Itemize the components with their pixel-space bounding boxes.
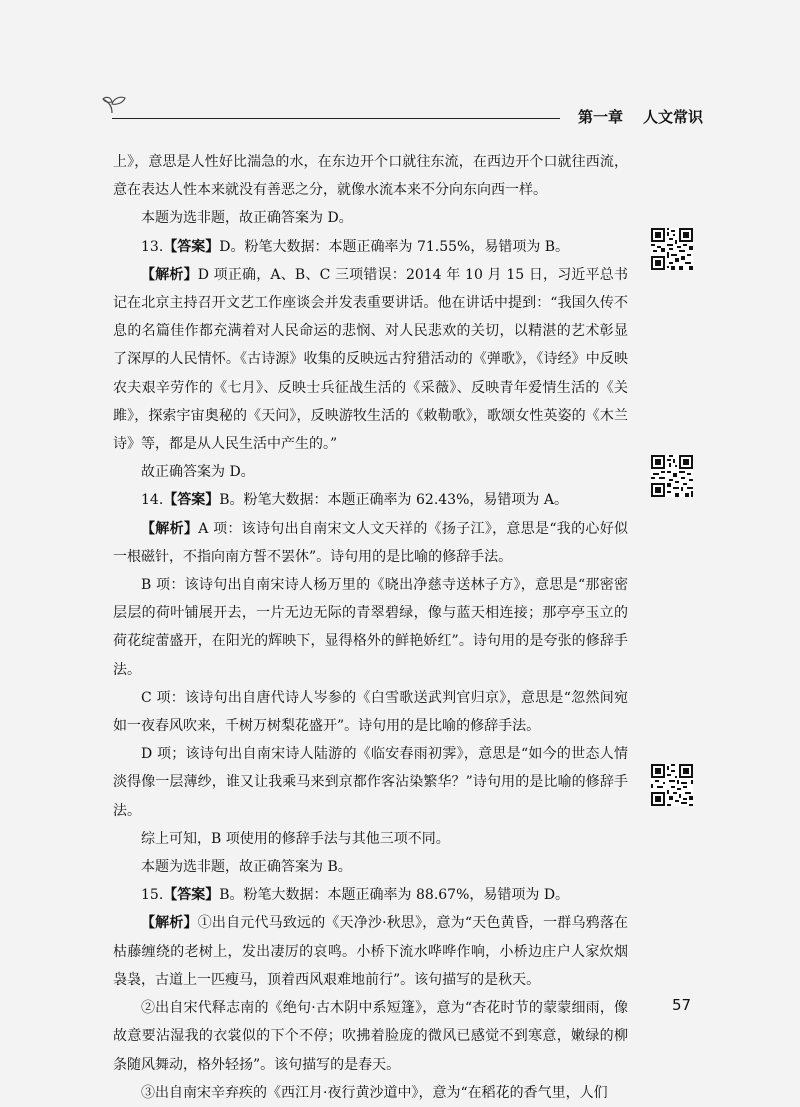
question-number: 15. [141, 887, 164, 904]
analysis-text: A 项：该诗句出自南宋文人文天祥的《扬子江》，意思是“我的心好似一根磁针，不指向南方誓不罢休”。诗句用的是比喻的修辞手法。 [113, 520, 629, 565]
paragraph: 综上可知，B 项使用的修辞手法与其他三项不同。 [141, 830, 450, 847]
paragraph: ②出自宋代释志南的《绝句·古木阴中系短篷》，意为“杏花时节的蒙蒙细雨，像故意要沾湿我的衣裳似的下个不停；吹拂着脸庞的微风已感觉不到寒意，嫩绿的柳条随风舞动，格外轻扬”。该句描写的是春天。 [113, 1000, 628, 1073]
analysis-text: ①出自元代马致远的《天净沙·秋思》，意为“天色黄昏，一群乌鸦落在枯藤缠绕的老树上，发出凄厉的哀鸣。小桥下流水哗哗作响，小桥边庄户人家炊烟袅袅，古道上一匹瘦马，顶着西风艰难地前行”。该句描写的是秋天。 [113, 915, 629, 988]
chapter-number: 第一章 [578, 108, 624, 126]
analysis-tag: 【解析】 [141, 915, 198, 932]
question-number: 13. [141, 238, 164, 255]
answer-tag: 【答案】 [163, 238, 220, 255]
analysis-tag: 【解析】 [141, 520, 199, 537]
paragraph: 本题为选非题，故正确答案为 B。 [141, 859, 352, 876]
header-rule [112, 118, 560, 119]
analysis-15 [113, 909, 628, 994]
paragraph: 故正确答案为 D。 [141, 464, 255, 481]
leaf-ornament-icon [100, 93, 130, 115]
paragraph: C 项：该诗句出自唐代诗人岑参的《白雪歌送武判官归京》，意思是“忽然间宛如一夜春风吹来，千树万树梨花盛开”。诗句用的是比喻的修辞手法。 [113, 689, 628, 735]
question-number: 14. [141, 492, 164, 509]
answer-15 [113, 881, 628, 909]
answer-tag: 【答案】 [163, 492, 220, 509]
answer-text: D。粉笔大数据：本题正确率为 71.55%，易错项为 B。 [219, 238, 570, 255]
analysis-14 [113, 515, 628, 571]
paragraph: 上》，意思是人性好比湍急的水，在东边开个口就往东流，在西边开个口就往西流，意在表达人性本来就没有善恶之分，就像水流本来不分向东向西一样。 [113, 154, 628, 199]
paragraph: 本题为选非题，故正确答案为 D。 [141, 210, 353, 227]
answer-text: B。粉笔大数据：本题正确率为 62.43%，易错项为 A。 [219, 492, 568, 509]
answer-14 [113, 486, 628, 514]
analysis-text: D 项正确，A、B、C 三项错误：2014 年 10 月 15 日，习近平总书记在北京主持召开文艺工作座谈会并发表重要讲话。他在讲话中提到：“我国久传不息的名篇佳作都充满着对人民命运的悲悯、对人民悲欢的关切，以精湛的艺术彰显了深厚的人民情怀。《古诗源》收集的反映远古狩猎活动的《弹歌》，《诗经》中反映农夫艰辛劳作的《七月》、反映士兵征战生活的《采薇》、反映青年爱情生活的《关雎》，探索宇宙奥秘的《天问》，反映游牧生活的《敕勒歌》，歌颂女性英姿的《木兰诗》等，都是从人民生活中产生的。” [113, 266, 628, 453]
analysis-tag: 【解析】 [141, 266, 198, 283]
main-text [113, 148, 628, 1107]
qr-code-icon[interactable] [651, 228, 693, 270]
qr-code-icon[interactable] [651, 764, 693, 806]
running-header [578, 106, 703, 127]
answer-tag: 【答案】 [163, 887, 220, 904]
paragraph: B 项：该诗句出自南宋诗人杨万里的《晓出净慈寺送林子方》，意思是“那密密层层的荷叶铺展开去，一片无边无际的青翠碧绿，像与蓝天相连接；那亭亭玉立的荷花绽蕾盛开，在阳光的辉映下，显得格外的鲜艳娇红”。诗句用的是夸张的修辞手法。 [113, 577, 628, 678]
paragraph: D 项；该诗句出自南宋诗人陆游的《临安春雨初霁》，意思是“如今的世态人情淡得像一层薄纱，谁又让我乘马来到京都作客沾染繁华？”诗句用的是比喻的修辞手法。 [113, 746, 628, 819]
answer-13 [113, 233, 628, 261]
page-number: 57 [672, 996, 692, 1014]
analysis-13 [113, 261, 628, 458]
qr-code-icon[interactable] [651, 455, 693, 497]
answer-text: B。粉笔大数据：本题正确率为 88.67%，易错项为 D。 [219, 887, 570, 904]
paragraph: ③出自南宋辛弃疾的《西江月·夜行黄沙道中》，意为“在稻花的香气里，人们 [141, 1084, 608, 1101]
chapter-title: 人文常识 [643, 108, 704, 126]
